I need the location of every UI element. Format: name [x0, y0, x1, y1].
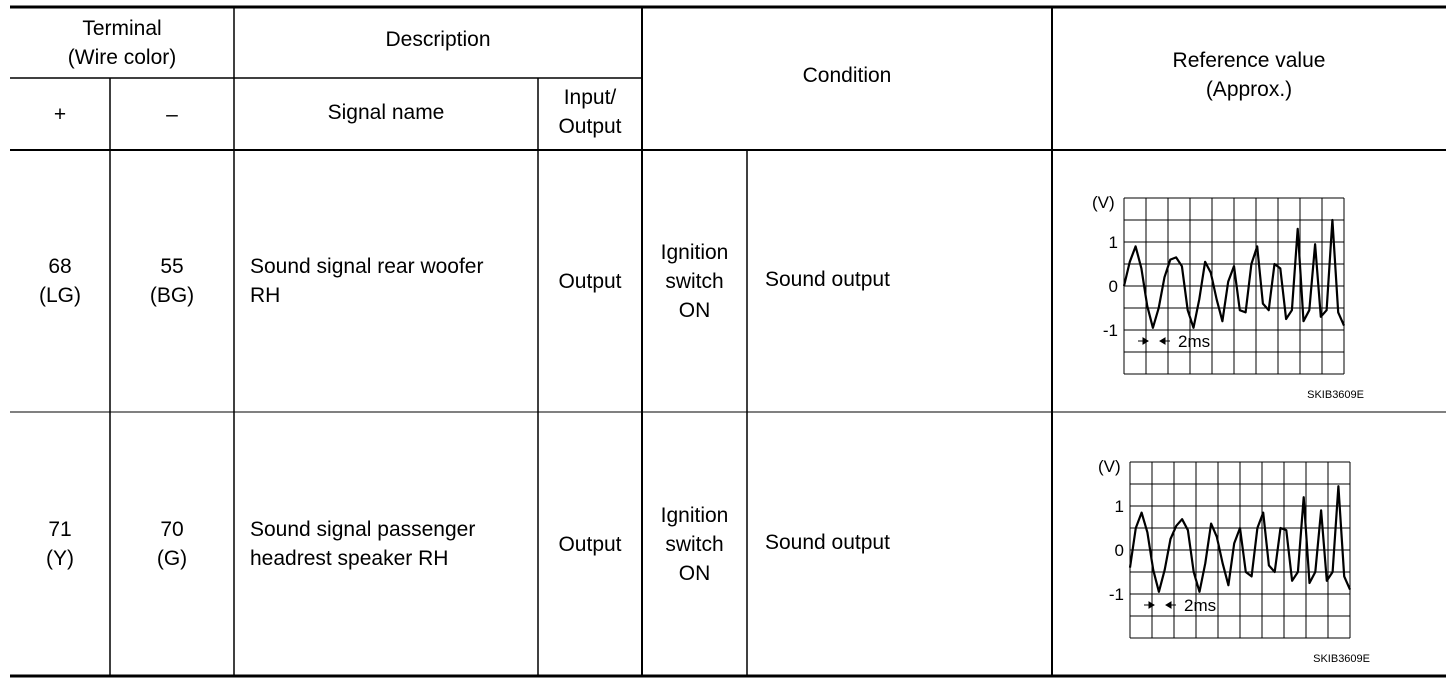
row-1-io-value: Output: [558, 269, 622, 293]
header-reference-value: [1052, 9, 1446, 141]
row-2-input-output: [538, 414, 642, 674]
header-io-line1: Input/: [563, 86, 617, 109]
row-1-ignition-line3: ON: [678, 298, 711, 322]
header-condition: [642, 9, 1052, 141]
header-reference-line1: Reference value: [1172, 49, 1326, 72]
header-terminal: [10, 9, 234, 77]
scope-y-tick-label: -1: [1108, 585, 1124, 604]
scope-time-scale-arrows: [1138, 338, 1170, 344]
header-signal-name: [234, 79, 538, 145]
row-2-signal-line1: Sound signal passenger: [250, 518, 476, 541]
header-condition-label: Condition: [802, 63, 892, 87]
row-2-ignition-line3: ON: [678, 561, 711, 585]
header-reference-line2: (Approx.): [1205, 78, 1293, 101]
row-2-minus-number: 70: [160, 518, 184, 541]
row-1-signal-line1: Sound signal rear woofer: [250, 255, 484, 278]
row-1-ignition-line1: Ignition: [660, 240, 729, 264]
row-2-waveform-figure: [1088, 452, 1378, 668]
row-1-signal-name: [250, 152, 538, 410]
row-1-signal-line2: RH: [250, 284, 281, 307]
header-minus: [110, 79, 234, 149]
row-1-ignition-switch: [642, 152, 747, 410]
row-2-plus-color: (Y): [46, 547, 74, 570]
header-minus-label: –: [166, 102, 178, 126]
scope-figure-id: SKIB3609E: [1313, 653, 1370, 665]
row-1-ignition-line2: switch: [665, 269, 724, 293]
header-plus: [10, 79, 110, 149]
row-1-plus-color: (LG): [39, 284, 81, 307]
header-plus-label: +: [53, 102, 67, 126]
row-1-condition-value: Sound output: [765, 267, 890, 291]
scope-time-label: 2ms: [1184, 596, 1217, 615]
row-2-condition-value: Sound output: [765, 530, 890, 554]
scope-y-tick-label: 1: [1108, 233, 1118, 252]
row-1-condition: [765, 152, 1052, 406]
row-1-input-output: [538, 152, 642, 410]
scope-y-tick-label: 0: [1108, 277, 1118, 296]
row-1-plus-number: 68: [48, 255, 72, 278]
header-signal-name-label: Signal name: [327, 100, 445, 124]
row-1-plus-terminal: [10, 152, 110, 410]
scope-y-tick-label: 0: [1114, 541, 1124, 560]
row-2-plus-number: 71: [48, 518, 72, 541]
header-terminal-line1: Terminal: [82, 17, 162, 40]
header-input-output: [538, 79, 642, 145]
header-terminal-line2: (Wire color): [67, 46, 177, 69]
row-1-waveform-figure: [1082, 188, 1372, 400]
scope-time-scale-arrows: [1144, 602, 1176, 608]
row-1-minus-color: (BG): [149, 284, 195, 307]
header-description-label: Description: [385, 27, 491, 51]
row-2-plus-terminal: [10, 414, 110, 674]
row-2-minus-color: (G): [156, 547, 188, 570]
scope-time-label: 2ms: [1178, 332, 1211, 351]
scope-unit-label: (V): [1092, 193, 1115, 212]
row-2-signal-line2: headrest speaker RH: [250, 547, 449, 570]
row-2-ignition-line2: switch: [665, 532, 724, 556]
row-1-minus-terminal: [110, 152, 234, 410]
row-2-ignition-switch: [642, 414, 747, 674]
row-2-io-value: Output: [558, 532, 622, 556]
row-1-minus-number: 55: [160, 255, 184, 278]
scope-unit-label: (V): [1098, 457, 1121, 476]
scope-y-tick-label: -1: [1102, 321, 1118, 340]
scope-y-tick-label: 1: [1114, 497, 1124, 516]
header-io-line2: Output: [558, 115, 622, 138]
header-description: [234, 9, 642, 69]
row-2-ignition-line1: Ignition: [660, 503, 729, 527]
row-2-signal-name: [250, 414, 538, 674]
row-2-minus-terminal: [110, 414, 234, 674]
scope-figure-id: SKIB3609E: [1307, 389, 1364, 400]
row-2-condition: [765, 414, 1052, 670]
